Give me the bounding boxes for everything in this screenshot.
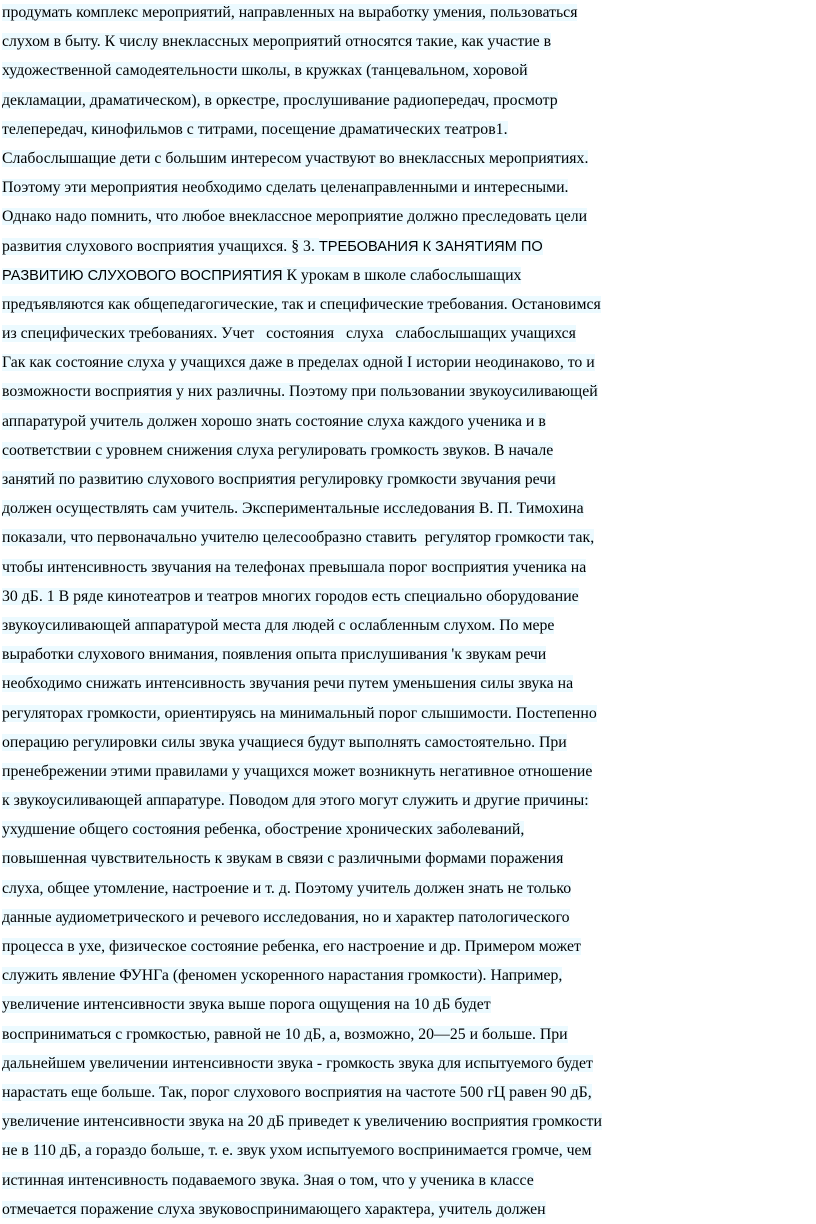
text-line-35 (0, 990, 816, 1019)
text-line-21 (0, 582, 816, 611)
text-line-23 (0, 640, 816, 669)
text-line-8 (0, 202, 816, 231)
text-line-18 (0, 494, 816, 523)
text-line-14 (0, 377, 816, 406)
line-text: к звукоусиливающей аппаратуре. Поводом для этого могут служить и другие причины: (2, 792, 589, 810)
section-heading: ТРЕБОВАНИЯ К ЗАНЯТИЯМ ПО (318, 238, 543, 255)
text-line-26 (0, 728, 816, 757)
line-text: Слабослышащие дети с большим интересом участвуют во внеклассных мероприятиях. (2, 149, 589, 167)
text-line-1 (0, 0, 816, 27)
line-text: не в 110 дБ, а гораздо больше, т. е. звук ухом испытуемого воспринимается громче, чем (2, 1142, 592, 1160)
text-line-24 (0, 669, 816, 698)
line-text: из специфических требованиях. Учет состояния слуха слабослышащих учащихся (2, 325, 576, 343)
line-text: выработки слухового внимания, появления опыта прислушивания 'к звукам речи (2, 646, 547, 664)
text-line-37 (0, 1049, 816, 1078)
text-line-41 (0, 1166, 816, 1195)
line-text: пренебрежении этими правилами у учащихся может возникнуть негативное отношение (2, 762, 593, 780)
text-line-10 (0, 261, 816, 290)
line-text: звукоусиливающей аппаратурой места для людей с ослабленным слухом. По мере (2, 616, 555, 634)
line-text: предъявляются как общепедагогические, так и специфические требования. Остановимся (2, 295, 601, 313)
text-line-31 (0, 874, 816, 903)
line-text: необходимо снижать интенсивность звучания речи путем уменьшения силы звука на (2, 675, 574, 693)
line-text: чтобы интенсивность звучания на телефонах превышала порог восприятия ученика на (2, 558, 587, 576)
text-line-42 (0, 1195, 816, 1224)
line-text: Однако надо помнить, что любое внеклассное мероприятие должно преследовать цели (2, 208, 588, 226)
text-line-4 (0, 86, 816, 115)
text-line-36 (0, 1020, 816, 1049)
line-text: слухом в быту. К числу внеклассных мероприятий относятся такие, как участие в (2, 33, 552, 51)
text-line-12 (0, 319, 816, 348)
text-line-2 (0, 27, 816, 56)
line-text: развития слухового восприятия учащихся. § 3. (2, 237, 319, 255)
text-line-38 (0, 1078, 816, 1107)
text-line-34 (0, 961, 816, 990)
text-line-15 (0, 407, 816, 436)
line-text: занятий по развитию слухового восприятия регулировку громкости звучания речи (2, 471, 556, 488)
line-text: должен осуществлять сам учитель. Экспериментальные исследования В. П. Тимохина (2, 500, 584, 518)
line-text: К урокам в школе слабослышащих (282, 266, 522, 284)
text-line-29 (0, 815, 816, 844)
text-line-39 (0, 1107, 816, 1136)
text-line-5 (0, 115, 816, 144)
line-text: телепередач, кинофильмов с титрами, посещение драматических театров1. (2, 120, 508, 138)
line-text: 30 дБ. 1 В ряде кинотеатров и театров многих городов есть специально оборудование (2, 587, 579, 605)
text-line-33 (0, 932, 816, 961)
line-text: Гак как состояние слуха у учащихся даже в пределах одной I истории неодинаково, то и (2, 354, 595, 372)
line-text: аппаратурой учитель должен хорошо знать состояние слуха каждого ученика и в (2, 412, 546, 430)
text-line-25 (0, 699, 816, 728)
line-text: слуха, общее утомление, настроение и т. д. Поэтому учитель должен знать не только (2, 879, 572, 897)
line-text: увеличение интенсивности звука на 20 дБ приведет к увеличению восприятия громкости (2, 1113, 602, 1131)
line-text: возможности восприятия у них различны. Поэтому при пользовании звукоусиливающей (2, 383, 598, 401)
text-line-6 (0, 144, 816, 173)
line-text: дальнейшем увеличении интенсивности звука - громкость звука для испытуемого будет (2, 1054, 593, 1072)
text-line-11 (0, 290, 816, 319)
text-line-19 (0, 523, 816, 552)
text-line-28 (0, 786, 816, 815)
text-line-20 (0, 553, 816, 582)
text-line-32 (0, 903, 816, 932)
line-text: увеличение интенсивности звука выше порога ощущения на 10 дБ будет (2, 996, 491, 1014)
line-text: повышенная чувствительность к звукам в связи с различными формами поражения (2, 850, 564, 868)
line-text: восприниматься с громкостью, равной не 10 дБ, а, возможно, 20—25 и больше. При (2, 1025, 568, 1043)
text-line-7 (0, 173, 816, 202)
section-heading-continued: РАЗВИТИЮ СЛУХОВОГО ВОСПРИЯТИЯ (2, 267, 283, 284)
line-text: декламации, драматическом), в оркестре, прослушивание радиопередач, просмотр (2, 91, 558, 109)
text-line-22 (0, 611, 816, 640)
line-text: данные аудиометрического и речевого исследования, но и характер патологического (2, 908, 570, 926)
line-text: регуляторах громкости, ориентируясь на минимальный порог слышимости. Постепенно (2, 704, 597, 722)
text-line-16 (0, 436, 816, 465)
line-text: истинная интенсивность подаваемого звука. Зная о том, что у ученика в классе (2, 1171, 534, 1189)
text-line-27 (0, 757, 816, 786)
line-text: художественной самодеятельности школы, в кружках (танцевальном, хоровой (2, 62, 528, 80)
line-text: ухудшение общего состояния ребенка, обострение хронических заболеваний, (2, 821, 525, 839)
text-line-9 (0, 232, 816, 261)
text-line-3 (0, 56, 816, 85)
text-line-17 (0, 465, 816, 494)
line-text: соответствии с уровнем снижения слуха регулировать громкость звуков. В начале (2, 441, 554, 459)
line-text: показали, что первоначально учителю целесообразно ставить регулятор громкости так, (2, 529, 595, 547)
text-line-13 (0, 348, 816, 377)
line-text: служить явление ФУНГа (феномен ускоренного нарастания громкости). Например, (2, 967, 563, 985)
line-text: нарастать еще больше. Так, порог слухового восприятия на частоте 500 гЦ равен 90 дБ, (2, 1083, 592, 1101)
text-line-40 (0, 1136, 816, 1165)
line-text: Поэтому эти мероприятия необходимо сделать целенаправленными и интересными. (2, 179, 569, 197)
line-text: отмечается поражение слуха звуковоспринимающего характера, учитель должен (2, 1200, 546, 1218)
line-text: операцию регулировки силы звука учащиеся будут выполнять самостоятельно. При (2, 733, 567, 751)
line-text: продумать комплекс мероприятий, направленных на выработку умения, пользоваться (2, 4, 578, 21)
line-text: процесса в ухе, физическое состояние ребенка, его настроение и др. Примером может (2, 938, 581, 955)
text-line-30 (0, 844, 816, 873)
